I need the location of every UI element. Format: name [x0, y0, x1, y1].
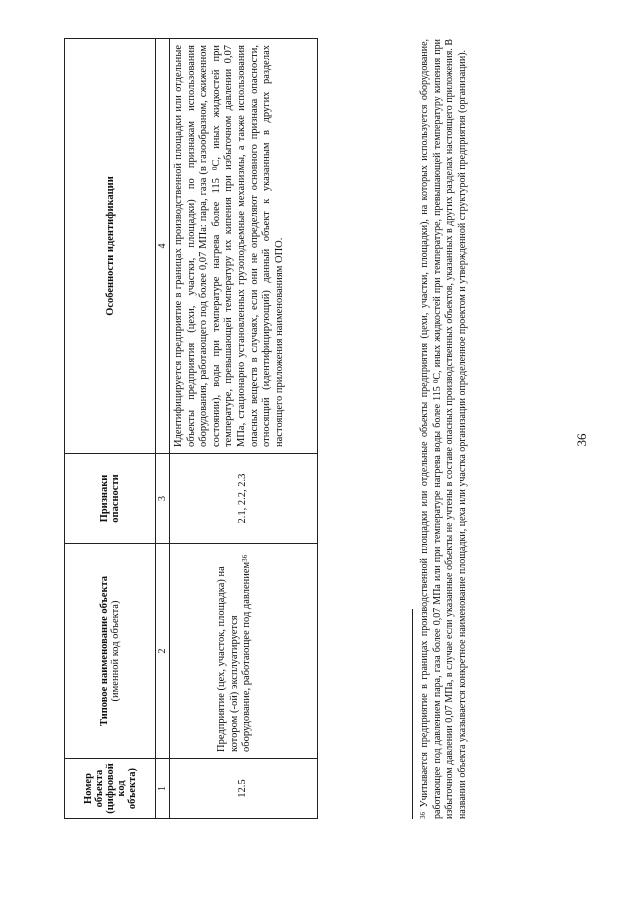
identification-text-part2: С, иных жидкостей при температуре, превышающей температуру их кипения при избыточном давлении 0,07 МПа, стационарно установленных грузоподъемные механизмы, а также использования опасных веществ в случаях, если они не определяют основного признака опасности, относящий (идентифицирующий) данный объект к указанным в других разделах настоящего приложения наименованиям ОПО. [210, 44, 285, 447]
object-code-cell: 12.5 [170, 759, 318, 819]
column-number: 3 [156, 454, 170, 544]
footnote-number: 36 [419, 812, 427, 819]
degree-superscript: 0 [210, 166, 219, 171]
header-object-name-subtitle: (именной код объекта) [110, 600, 121, 702]
identification-text-part1: Идентифицируется предприятие в границах производственной площадки или отдельные объекты предприятия (цехи, участки, площадки) по признакам использования оборудования, работающего под более 0,07 МПа: пара, газа (в газообразном, сжиженном состоянии), воды при температуре нагрева более 115 [173, 45, 222, 447]
header-hazard-signs: Признаки опасности [65, 454, 156, 544]
table-row [170, 39, 318, 819]
header-object-code: Номер объекта (цифровой код объекта) [65, 759, 156, 819]
header-object-name-title: Типовое наименование объекта [99, 575, 110, 727]
footnote-reference: 36 [241, 554, 250, 562]
object-name-text: Предприятие (цех, участок, площадка) на котором (-ой) эксплуатируется оборудование, работающее под давлением [216, 561, 253, 752]
hazard-object-table [64, 38, 318, 819]
column-number-row [156, 39, 170, 819]
column-number: 4 [156, 39, 170, 454]
header-object-name [65, 544, 156, 759]
footnote-text-part1: Учитывается предприятие в границах производственной площадки или отдельные объекты предприятия (цехи, участки, площадки), на которых используется оборудование, работающее под давлением пара, газа более 0,07 МПа или при температуре нагрева воды более 115 [419, 38, 443, 819]
footnote-separator [412, 609, 413, 819]
column-number: 2 [156, 544, 170, 759]
footnote-degree-superscript: 0 [431, 379, 440, 384]
hazard-signs-cell: 2.1, 2.2, 2.3 [170, 454, 318, 544]
column-number: 1 [156, 759, 170, 819]
page-number: 36 [574, 433, 589, 447]
footnote-text-part2: С, иных жидкостей при температуре, превышающей температуру кипения при избыточном давлении 0,07 МПа, в случае если указанные объекты не учтены в составе опасных производственных объектов, указанных в других разделах настоящего приложения. В названии объекта указывается конкретное наименование площадки, цеха или участка организации определенное проектом и утвержденной структурой предприятия (организации). [431, 38, 468, 819]
table-header-row [65, 39, 156, 819]
identification-cell [170, 39, 318, 454]
object-name-cell [170, 544, 318, 759]
header-identification: Особенности идентификации [65, 39, 156, 454]
footnote [419, 39, 469, 819]
